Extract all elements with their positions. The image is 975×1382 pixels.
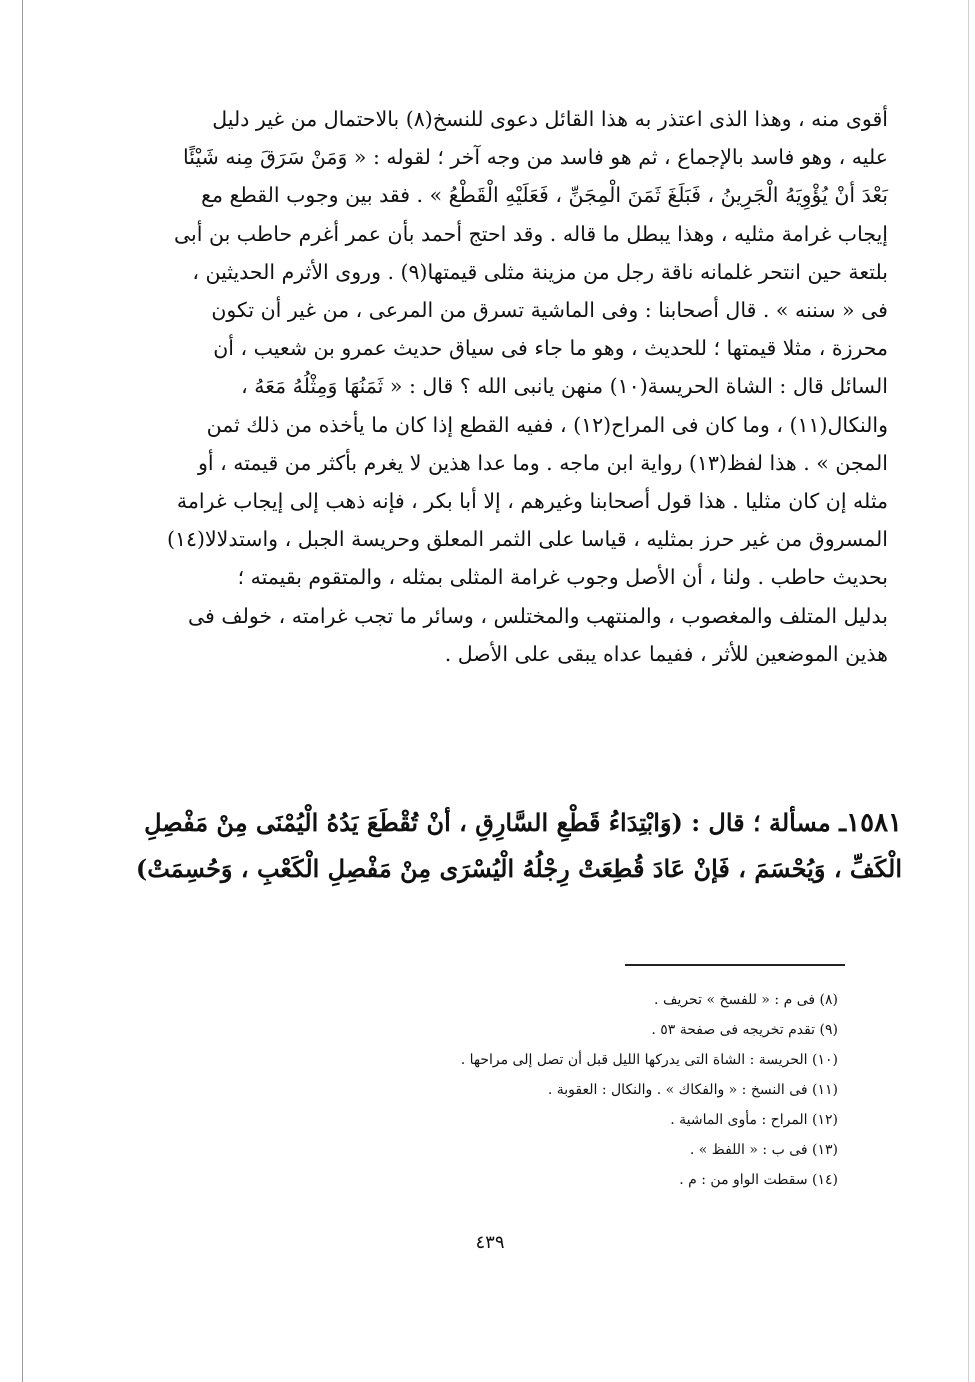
text-line: فى « سننه » . قال أصحابنا : وفى الماشية تسرق من المرعى ، من غير أن تكون [211, 298, 888, 323]
text-line: بلتعة حين انتحر غلمانه ناقة رجل من مزينة مثلى قيمتها(٩) . وروى الأثرم الحديثين ، [192, 259, 888, 284]
text-line: والنكال(١١) ، وما كان فى المراح(١٢) ، ففيه القطع إذا كان ما يأخذه من ذلك ثمن [206, 412, 888, 437]
footnote: (١٣) فى ب : « اللفظ » . [689, 1142, 838, 1158]
footnote-divider [625, 964, 845, 966]
main-text [160, 100, 888, 673]
footnote: (٩) تقدم تخريجه فى صفحة ٥٣ . [651, 1022, 838, 1038]
issue-heading [135, 800, 902, 892]
page-number: ٤٣٩ [475, 1232, 505, 1253]
text-line: بدليل المتلف والمغصوب ، والمنتهب والمختلس ، وسائر ما تجب غرامته ، خولف فى [187, 603, 888, 628]
text-line: بحديث حاطب . ولنا ، أن الأصل وجوب غرامة المثلى بمثله ، والمتقوم بقيمته ؛ [237, 565, 888, 590]
text-line: عليه ، وهو فاسد بالإجماع ، ثم هو فاسد من وجه آخر ؛ لقوله : « وَمَنْ سَرَقَ مِنه شَيْئًا [183, 145, 888, 170]
footnotes [380, 985, 838, 1195]
text-line: هذين الموضعين للأثر ، ففيما عداه يبقى على الأصل . [444, 641, 888, 666]
footnote: (٨) فى م : « للفسخ » تحريف . [654, 992, 838, 1008]
issue-line-1 [144, 800, 902, 846]
issue-number: ١٥٨١ [846, 808, 902, 838]
text-line: إيجاب غرامة مثليه ، وهذا يبطل ما قاله . وقد احتج أحمد بأن عمر أغرم حاطب بن أبى [173, 221, 888, 246]
text-line: مثله إن كان مثليا . هذا قول أصحابنا وغيرهم ، إلا أبا بكر ، فإنه ذهب إلى إيجاب غرامة [176, 489, 888, 514]
issue-line-2: الْكَفِّ ، وَيُحْسَمَ ، فَإنْ عَادَ قُطِعَتْ رِجْلُهُ الْيُسْرَى مِنْ مَفْصِلِ الْكَعْبِ ، وَحُسِمَتْ) [135, 854, 902, 883]
footnote: (١٤) سقطت الواو من : م . [679, 1172, 838, 1188]
text-line: المسروق من غير حرز بمثليه ، قياسا على الثمر المعلق وحريسة الجبل ، واستدلالا(١٤) [166, 527, 888, 552]
text-line: بَعْدَ أنْ يُؤْوِيَهُ الْجَرِينُ ، فَبَلَغَ ثَمَنَ الْمِجَنِّ ، فَعَلَيْهِ الْقَطْعُ » . فقد بين وجوب القطع مع [201, 183, 888, 208]
text-line: السائل قال : الشاة الحريسة(١٠) منهن يانبى الله ؟ قال : « ثَمَنُهَا وَمِثْلُهُ مَعَهُ ، [241, 374, 888, 399]
page-edge-left [22, 0, 23, 1382]
text-line: محرزة ، مثلا قيمتها ؛ للحديث ، وهو ما جاء فى سياق حديث عمرو بن شعيب ، أن [213, 336, 888, 361]
issue-text-1: ـ مسألة ؛ قال : (وَابْتِدَاءُ قَطْعِ السَّارِقِ ، أنْ تُقْطَعَ يَدُهُ الْيُمْنَى مِنْ مَفْصِلِ [144, 808, 847, 837]
text-line: أقوى منه ، وهذا الذى اعتذر به هذا القائل دعوى للنسخ(٨) بالاحتمال من غير دليل [212, 107, 888, 131]
text-line: المجن » . هذا لفظ(١٣) رواية ابن ماجه . وما عدا هذين لا يغرم بأكثر من قيمته ، أو [198, 450, 888, 475]
page-edge-right [968, 0, 969, 1382]
footnote: (١٠) الحريسة : الشاة التى يدركها الليل قبل أن تصل إلى مراحها . [460, 1052, 838, 1068]
footnote: (١١) فى النسخ : « والفكاك » . والنكال : العقوبة . [547, 1082, 838, 1098]
footnote: (١٢) المراح : مأوى الماشية . [670, 1112, 838, 1128]
